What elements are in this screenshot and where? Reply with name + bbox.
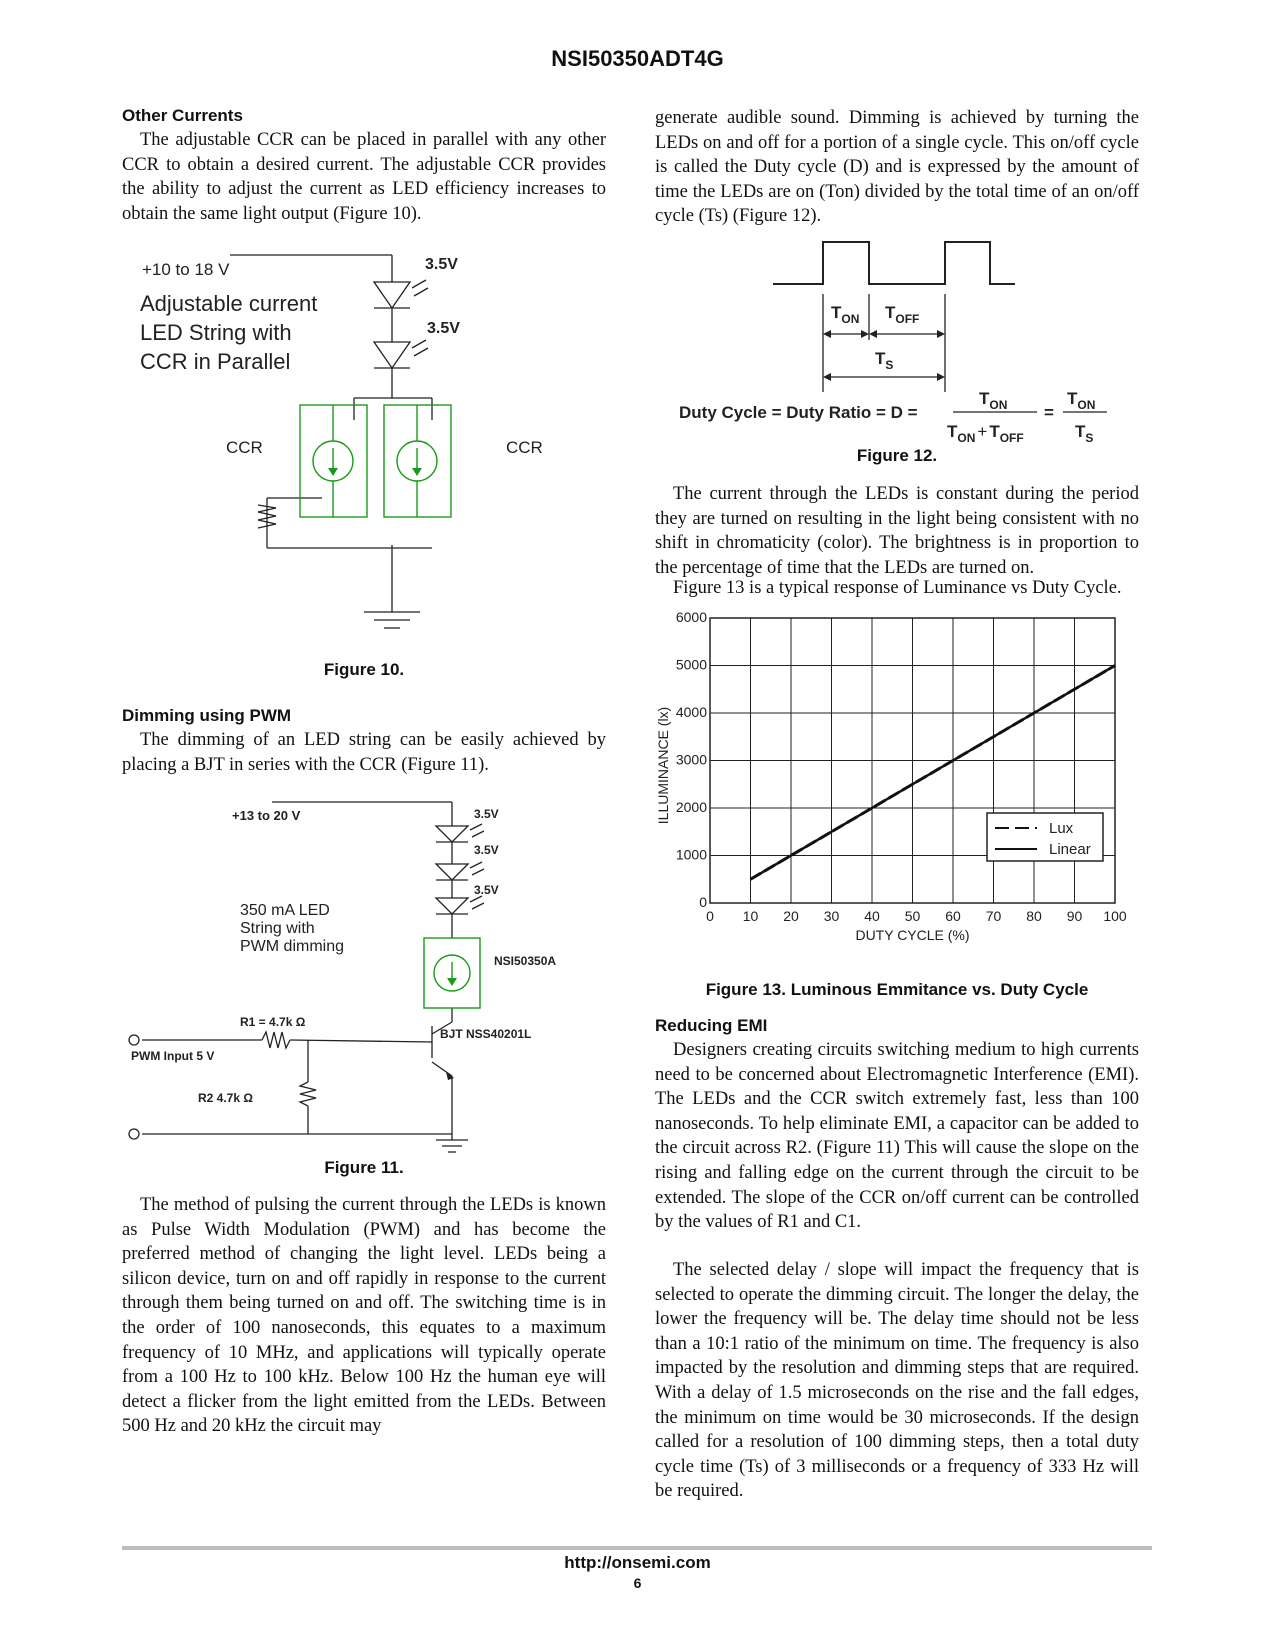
figure-11-schematic — [122, 800, 606, 1160]
fig11-r1-label: R1 = 4.7k Ω — [240, 1015, 306, 1029]
fig12-den-t2: T — [989, 422, 1000, 441]
fig12-num-t: T — [979, 389, 990, 408]
svg-text:TS — [1075, 422, 1093, 445]
fig10-supply-label: +10 to 18 V — [142, 260, 230, 279]
x-tick-label: 20 — [783, 908, 799, 924]
x-tick-label: 100 — [1103, 908, 1127, 924]
legend-label-lux: Lux — [1049, 820, 1074, 837]
figure-10-caption: Figure 10. — [323, 660, 405, 679]
legend-label-linear: Linear — [1049, 841, 1091, 858]
fig11-part-label: NSI50350A — [494, 954, 557, 968]
x-axis-label: DUTY CYCLE (%) — [855, 927, 970, 943]
other-currents-heading: Other Currents — [122, 106, 243, 125]
fig12-toff-t: T — [885, 303, 896, 322]
fig11-desc-line3: PWM dimming — [240, 938, 345, 955]
dimming-heading: Dimming using PWM — [122, 706, 292, 725]
svg-text:TON — [979, 389, 1007, 412]
figure-11-caption: Figure 11. — [324, 1158, 404, 1177]
svg-text:TON — [831, 303, 859, 326]
svg-text:TON+TOFF — [947, 422, 1024, 445]
fig11-led1-label: 3.5V — [474, 807, 499, 821]
y-tick-label: 1000 — [675, 846, 707, 863]
fig10-ccr-left-label: CCR — [226, 438, 263, 457]
right-intro-text: generate audible sound. Dimming is achieved by turning the LEDs on and off for a portion of a single cycle. This on/off cycle is called the Duty cycle (D) and is expressed by the amount of time the LEDs are on (Ton) divided by the total time of an on/off cycle (Ts) (Figure 12). — [655, 108, 1139, 227]
fig12-ton-sub: ON — [841, 312, 860, 326]
x-tick-label: 40 — [864, 908, 880, 924]
fig12-den-sub2: OFF — [999, 431, 1024, 445]
page-number: 6 — [633, 1575, 642, 1591]
fig12-ts-t: T — [875, 349, 886, 368]
y-tick-label: 4000 — [675, 704, 707, 720]
y-tick-label: 3000 — [675, 751, 707, 768]
x-tick-label: 0 — [706, 908, 714, 924]
right-para2: Figure 13 is a typical response of Luminance vs Duty Cycle. — [673, 578, 1122, 598]
fig10-desc-line1: Adjustable current — [140, 291, 318, 316]
y-tick-label: 0 — [699, 894, 707, 910]
fig11-desc-line1: 350 mA LED — [240, 902, 330, 919]
figure-12-caption: Figure 12. — [856, 446, 938, 465]
fig11-bjt-label: BJT NSS40201L — [440, 1027, 532, 1041]
fig11-pwm-label: PWM Input 5 V — [131, 1049, 215, 1063]
fig10-led2-label: 3.5V — [427, 320, 460, 337]
x-tick-label: 90 — [1066, 908, 1083, 924]
figure-10-schematic — [122, 240, 606, 660]
fig10-desc-line2: LED String with — [140, 320, 292, 345]
fig11-led3-label: 3.5V — [474, 883, 499, 897]
fig12-num2-sub: ON — [1077, 398, 1096, 412]
x-tick-label: 50 — [904, 908, 921, 924]
figure-13-chart — [650, 610, 1150, 980]
other-currents-text: The adjustable CCR can be placed in parallel with any other CCR to obtain a desired current. The adjustable CCR provides the ability to adjust the current as LED efficiency increases to obtain the same light output (Figure 10). — [122, 130, 606, 224]
figure-12-diagram — [655, 240, 1139, 445]
reducing-emi-heading: Reducing EMI — [655, 1016, 768, 1035]
x-tick-label: 80 — [1026, 908, 1042, 924]
fig10-ccr-right-label: CCR — [506, 438, 543, 457]
fig11-supply-label: +13 to 20 V — [232, 808, 301, 823]
fig10-desc-line3: CCR in Parallel — [140, 349, 291, 374]
fig12-den2-t: T — [1075, 422, 1086, 441]
fig12-equation-label: Duty Cycle = Duty Ratio = D = — [679, 403, 918, 422]
pwm-text: The method of pulsing the current through the LEDs is known as Pulse Width Modulation (PWM) and has become the preferred method of changing the light level. LEDs being a silicon device, turn on and off rapidly in response to the current through them being turned on and off. The switching time is in the order of 100 nanoseconds, this equates to a maximum frequency of 10 MHz, and applications will typically operate from a 100 Hz to 100 kHz. Below 100 Hz the human eye will detect a flicker from the light emitted from the LEDs. Between 500 Hz and 20 kHz the circuit may — [122, 1195, 606, 1437]
dimming-text: The dimming of an LED string can be easily achieved by placing a BJT in series with the CCR (Figure 11). — [122, 730, 606, 775]
svg-text:TON — [1067, 389, 1095, 412]
y-tick-label: 6000 — [675, 610, 707, 625]
fig11-led2-label: 3.5V — [474, 843, 499, 857]
fig12-ts-sub: S — [885, 358, 894, 372]
fig11-r2-label: R2 4.7k Ω — [198, 1091, 253, 1105]
fig12-toff-sub: OFF — [895, 312, 920, 326]
y-axis-label: ILLUMINANCE (lx) — [655, 706, 671, 825]
figure-13-caption: Figure 13. Luminous Emmitance vs. Duty Cycle — [705, 980, 1089, 999]
x-tick-label: 30 — [823, 908, 840, 924]
fig12-den-t1: T — [947, 422, 958, 441]
y-tick-label: 5000 — [675, 656, 707, 673]
fig11-desc-line2: String with — [240, 920, 315, 937]
fig12-den-sub1: ON — [957, 431, 976, 445]
fig10-led1-label: 3.5V — [425, 256, 458, 273]
x-tick-label: 10 — [742, 908, 759, 924]
x-tick-label: 70 — [985, 908, 1002, 924]
reducing-emi-text1: Designers creating circuits switching medium to high currents need to be concerned about Electromagnetic Interference (EMI). The LEDs and the CCR switch extremely fast, less than 100 nanoseconds. To help eliminate EMI, a capacitor can be added to the circuit across R2. (Figure 11) This will cause the slope on the rising and falling edge on the current through the circuit to be extended. The slope of the CCR on/off current can be controlled by the values of R1 and C1. — [655, 1040, 1139, 1233]
svg-text:TOFF — [885, 303, 919, 326]
svg-text:TS — [875, 349, 893, 372]
page-title: NSI50350ADT4G — [551, 46, 724, 71]
reducing-emi-text2: The selected delay / slope will impact the frequency that is selected to operate the dimming circuit. The longer the delay, the lower the frequency will be. The delay time should not be less than a 10:1 ratio of the minimum on time. The frequency is also impacted by the resolution and dimming steps that are required. With a delay of 1.5 microseconds on the rise and the fall edges, the minimum on time would be 30 microseconds. If the design called for a resolution of 100 dimming steps, then a total duty cycle time (Ts) of 3 milliseconds or a frequency of 333 Hz will be required. — [655, 1260, 1139, 1502]
y-tick-label: 2000 — [675, 799, 707, 815]
fig12-ton-t: T — [831, 303, 842, 322]
fig12-num-sub: ON — [989, 398, 1008, 412]
right-para1: The current through the LEDs is constant during the period they are turned on resulting in the light being consistent with no shift in chromaticity (color). The brightness is in proportion to the percentage of time that the LEDs are turned on. — [655, 484, 1139, 578]
x-tick-label: 60 — [945, 908, 961, 924]
fig12-num2-t: T — [1067, 389, 1078, 408]
footer-divider — [122, 1546, 1152, 1550]
fig12-equals: = — [1044, 403, 1054, 422]
fig12-plus: + — [977, 422, 988, 441]
footer-url[interactable]: http://onsemi.com — [564, 1553, 711, 1572]
fig12-den2-sub: S — [1085, 431, 1094, 445]
